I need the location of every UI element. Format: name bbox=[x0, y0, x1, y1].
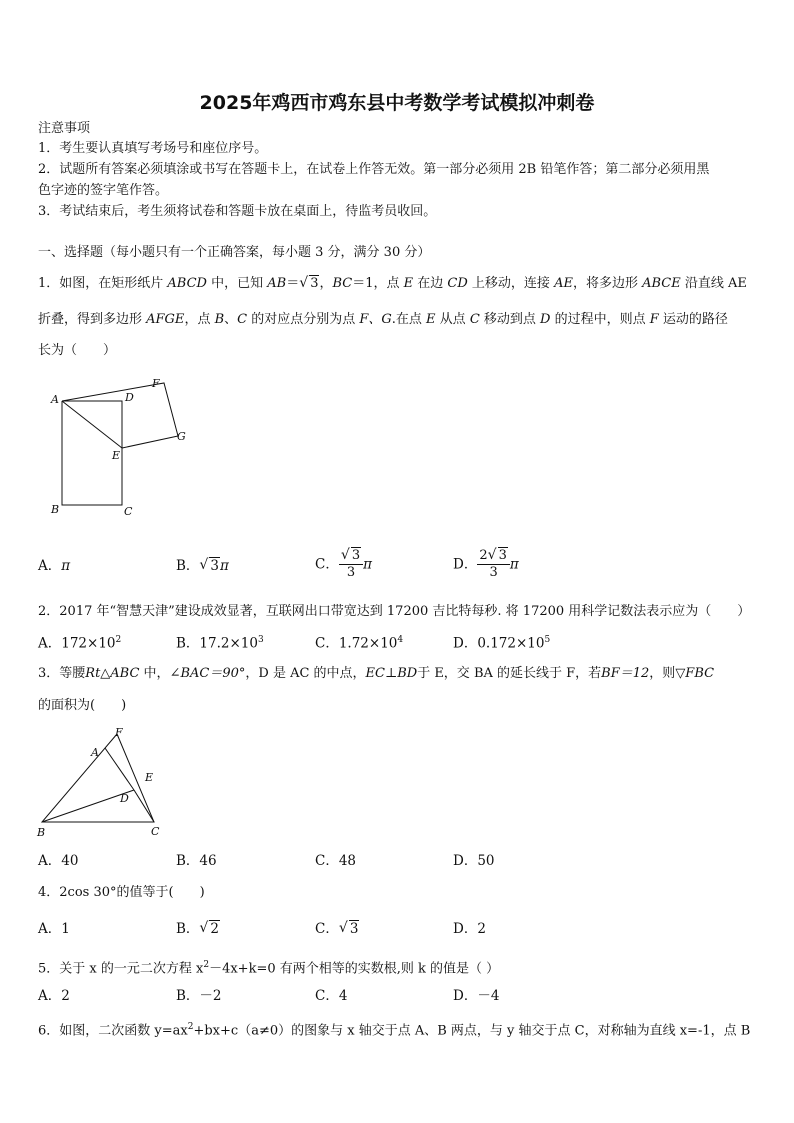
sqrt-symbol: √ 3 bbox=[299, 276, 319, 292]
q3-line-1: 3．等腰Rt△ABC 中，∠BAC＝90°，D 是 AC 的中点，EC⊥BD于 E，交 BA 的延长线于 F，若BF＝12，则▽FBC bbox=[38, 666, 715, 681]
notice-item-1: 1．考生要认真填写考场号和座位序号。 bbox=[38, 141, 268, 156]
q3-option-b[interactable]: B．46 bbox=[176, 853, 217, 869]
q2-option-c[interactable]: C．$1.72\times 10^4$ bbox=[315, 635, 404, 652]
q3-label-e: E bbox=[145, 771, 154, 784]
notice-heading: 注意事项 bbox=[38, 121, 91, 136]
q5-option-d[interactable]: D．－4 bbox=[453, 988, 500, 1004]
q1-label-g: G bbox=[177, 430, 186, 443]
q4-text: 4．2cos 30°的值等于( ) bbox=[38, 885, 205, 900]
q3-label-b: B bbox=[37, 826, 46, 839]
q1-label-c: C bbox=[124, 505, 133, 518]
q1-option-d[interactable]: D． $\frac{2√ 3}{3}$ π bbox=[453, 548, 519, 581]
q1-label-a: A bbox=[51, 393, 59, 406]
q2-option-a[interactable]: A．$172\times 10^2$ bbox=[38, 635, 122, 652]
q3-option-c[interactable]: C．48 bbox=[315, 853, 357, 869]
q3-label-f: F bbox=[115, 726, 123, 739]
q5-option-c[interactable]: C．4 bbox=[315, 988, 348, 1004]
q1-label-d: D bbox=[125, 391, 134, 404]
q1-option-c[interactable]: C． √ $\frac{3}{3}$ π bbox=[315, 548, 372, 581]
q3-line-2: 的面积为( ) bbox=[38, 698, 127, 713]
q1-line-3: 长为（ ） bbox=[38, 343, 117, 358]
q5-option-b[interactable]: B．－2 bbox=[176, 988, 222, 1004]
notice-item-2: 2．试题所有答案必须填涂或书写在答题卡上，在试卷上作答无效。第一部分必须用 2B 铅笔作答；第二部分必须用黑 bbox=[38, 162, 710, 177]
q3-label-a: A bbox=[91, 746, 99, 759]
q4-option-b[interactable]: B．√ 2 bbox=[176, 920, 220, 938]
q4-option-d[interactable]: D．2 bbox=[453, 921, 486, 937]
q3-line-dc bbox=[134, 790, 154, 822]
q1-folded-shape bbox=[62, 383, 178, 448]
page-title: 2025年鸡西市鸡东县中考数学考试模拟冲刺卷 bbox=[199, 92, 595, 114]
q2-option-d[interactable]: D．$0.172\times 10^5$ bbox=[453, 635, 551, 652]
q2-text: 2．2017 年“智慧天津”建设成效显著，互联网出口带宽达到 17200 吉比特每秒. 将 17200 用科学记数法表示应为（ ） bbox=[38, 604, 751, 619]
q1-line-1: 1．如图，在矩形纸片 ABCD 中，已知 AB＝√ 3，BC＝1，点 E 在边 CD 上移动，连接 AE，将多边形 ABCE 沿直线 AE bbox=[38, 276, 747, 292]
q1-option-b[interactable]: B．√ 3π bbox=[176, 557, 229, 575]
q1-fold-line bbox=[62, 401, 122, 448]
q3-figure bbox=[34, 724, 174, 840]
q4-option-c[interactable]: C．√ 3 bbox=[315, 920, 359, 938]
q5-text: 5．关于 x 的一元二次方程 $x^2-4x+k=0$ 有两个相等的实数根,则 k 的值是（ ） bbox=[38, 960, 500, 977]
q3-line-ad bbox=[105, 748, 134, 790]
section-heading: 一、选择题（每小题只有一个正确答案，每小题 3 分，满分 30 分） bbox=[38, 245, 431, 260]
q3-option-d[interactable]: D．50 bbox=[453, 853, 495, 869]
q1-figure bbox=[44, 374, 204, 520]
q3-label-c: C bbox=[151, 825, 160, 838]
q3-label-d: D bbox=[120, 792, 129, 805]
q4-option-a[interactable]: A．1 bbox=[38, 921, 70, 937]
q5-option-a[interactable]: A．2 bbox=[38, 988, 70, 1004]
notice-item-3: 3．考试结束后，考生须将试卷和答题卡放在桌面上，待监考员收回。 bbox=[38, 204, 437, 219]
q3-option-a[interactable]: A．40 bbox=[38, 853, 79, 869]
q1-label-b: B bbox=[51, 503, 60, 516]
notice-item-2-cont: 色字迹的签字笔作答。 bbox=[38, 183, 169, 198]
q6-text: 6．如图，二次函数 $y=ax^2+bx+c(a\ne 0)$的图象与 x 轴交于点 A、B 两点，与 y 轴交于点 C，对称轴为直线 x=-1，点 B bbox=[38, 1022, 751, 1039]
q1-label-f: F bbox=[152, 377, 160, 390]
q1-label-e: E bbox=[112, 449, 121, 462]
q1-line-2: 折叠，得到多边形 AFGE，点 B、C 的对应点分别为点 F、G.在点 E 从点 C 移动到点 D 的过程中，则点 F 运动的路径 bbox=[38, 312, 728, 327]
q2-option-b[interactable]: B．$17.2\times 10^3$ bbox=[176, 635, 264, 652]
q1-option-a[interactable]: A．π bbox=[38, 558, 71, 574]
